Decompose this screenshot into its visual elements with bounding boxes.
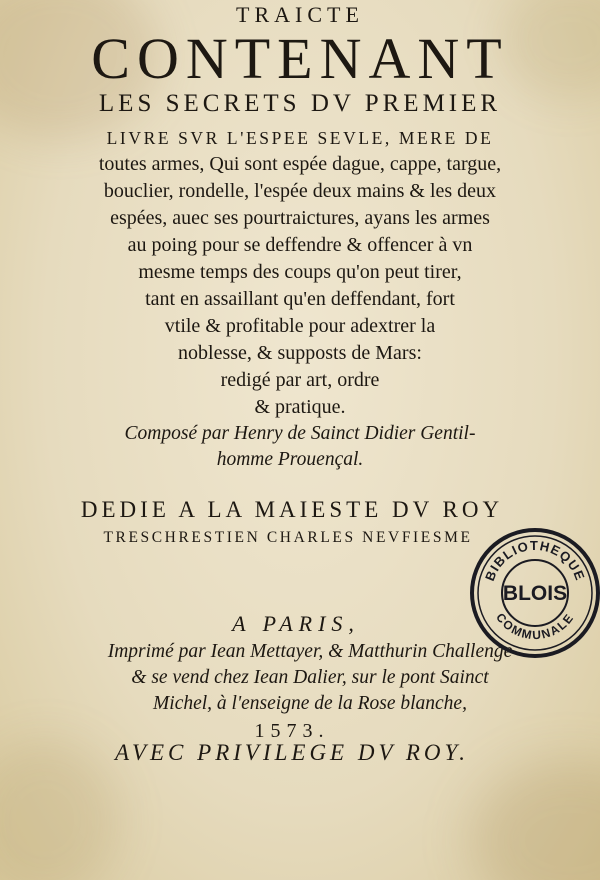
description-line: vtile & profitable pour adextrer la [164, 315, 436, 337]
stamp-center-text: BLOIS [502, 582, 568, 605]
stamp-bottom-text: COMMUNALE [493, 610, 577, 643]
imprint-line: Imprimé par Iean Mettayer, & Matthurin Challenge [107, 641, 513, 662]
description-line: bouclier, rondelle, l'espée deux mains & les deux [103, 180, 497, 202]
imprint-year: 1573. [254, 720, 330, 742]
description-line: toutes armes, Qui sont espée dague, cappe, targue, [98, 153, 502, 175]
library-stamp [468, 526, 600, 660]
privilege-line: AVEC PRIVILEGE DV ROY. [115, 740, 469, 765]
description-line: mesme temps des coups qu'on peut tirer, [138, 261, 462, 283]
title-line-traicte: TRAICTE [236, 2, 364, 27]
description-line: au poing pour se deffendre & offencer à vn [127, 234, 473, 256]
description-line: espées, auec ses pourtraictures, ayans les armes [110, 207, 490, 229]
description-line: noblesse, & supposts de Mars: [178, 342, 422, 364]
title-line-contenant: CONTENANT [91, 26, 509, 91]
dedication-line: TRESCHRESTIEN CHARLES NEVFIESME [103, 529, 473, 546]
stamp-top-text: BIBLIOTHEQUE [481, 537, 589, 584]
imprint-line: Michel, à l'enseigne de la Rose blanche, [153, 693, 467, 714]
age-stain [470, 760, 600, 880]
description-line: & pratique. [254, 396, 346, 418]
imprint-line: & se vend chez Iean Dalier, sur le pont Sainct [131, 667, 489, 688]
dedication-line: DEDIE A LA MAIESTE DV ROY [80, 497, 504, 522]
imprint-place: A PARIS, [232, 611, 360, 636]
title-line-livre: LIVRE SVR L'ESPEE SEVLE, MERE DE [106, 128, 494, 148]
description-line: tant en assaillant qu'en deffendant, fort [145, 288, 455, 310]
author-line: homme Prouençal. [216, 449, 364, 470]
description-line: redigé par art, ordre [220, 369, 380, 391]
author-line: Composé par Henry de Sainct Didier Gentil- [124, 423, 476, 444]
title-line-secrets: LES SECRETS DV PREMIER [98, 90, 502, 117]
